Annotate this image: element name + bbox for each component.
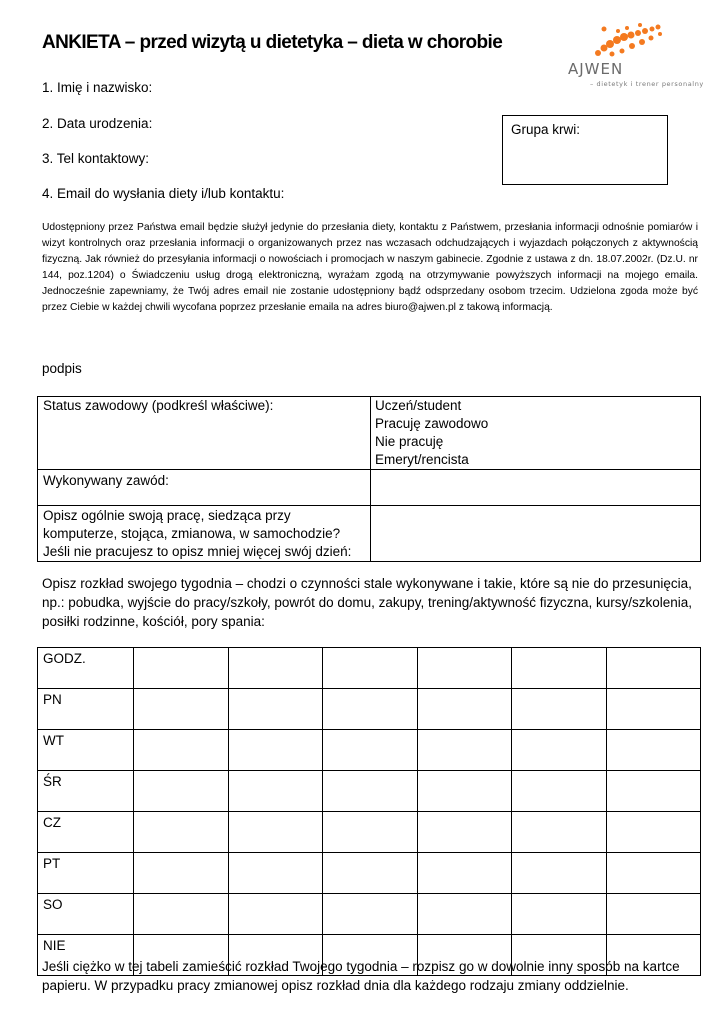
- status-option[interactable]: Uczeń/student: [375, 398, 462, 413]
- week-cell[interactable]: [512, 894, 607, 935]
- week-row-label: PN: [38, 689, 134, 730]
- status-option[interactable]: Nie pracuję: [375, 434, 444, 449]
- status-option[interactable]: Pracuję zawodowo: [375, 416, 489, 431]
- week-cell[interactable]: [323, 771, 418, 812]
- week-row-label: GODZ.: [38, 648, 134, 689]
- week-cell[interactable]: [606, 853, 701, 894]
- logo-dot: [620, 33, 628, 41]
- logo-dot: [638, 23, 642, 27]
- logo-dot: [635, 30, 641, 36]
- week-intro-text: Opisz rozkład swojego tygodnia – chodzi o czynności stale wykonywane i takie, które są nie do przesunięcia, np.: pobudka, wyjście do pracy/szkoły, powrót do domu, zakupy, trening/aktywność fizyczna, kursy/szkolenia, posiłki rodzinne, kościół, pory spania:: [42, 576, 693, 629]
- logo-dot: [658, 32, 662, 36]
- week-cell[interactable]: [417, 648, 512, 689]
- week-cell[interactable]: [512, 771, 607, 812]
- week-row-label: PT: [38, 853, 134, 894]
- week-cell[interactable]: [134, 894, 229, 935]
- blood-group-box[interactable]: [502, 115, 668, 185]
- logo-dot: [642, 28, 648, 34]
- blood-group-label: Grupa krwi:: [511, 122, 581, 137]
- logo-dot: [616, 29, 620, 33]
- week-cell[interactable]: [417, 730, 512, 771]
- week-cell[interactable]: [512, 853, 607, 894]
- page-title: ANKIETA – przed wizytą u dietetyka – dieta w chorobie: [42, 32, 503, 53]
- week-cell[interactable]: [134, 812, 229, 853]
- week-row-label: NIE: [38, 935, 134, 976]
- logo-dot: [606, 40, 614, 48]
- week-row: [38, 894, 701, 935]
- week-cell[interactable]: [606, 812, 701, 853]
- logo-dot: [613, 36, 621, 44]
- week-cell[interactable]: [417, 894, 512, 935]
- week-cell[interactable]: [228, 771, 323, 812]
- status-table: [37, 396, 701, 562]
- week-row-label: ŚR: [38, 771, 134, 812]
- week-note-text: Jeśli ciężko w tej tabeli zamieścić rozkład Twojego tygodnia – rozpisz go w dowolnie inny sposób na kartce papieru. W przypadku pracy zmianowej opisz rozkład dnia dla każdego rodzaju zmiany oddzielnie.: [42, 959, 680, 993]
- week-cell[interactable]: [228, 730, 323, 771]
- occupation-label: Wykonywany zawód:: [38, 470, 371, 506]
- logo-dot: [610, 52, 615, 57]
- phone-field-label: 3. Tel kontaktowy:: [42, 151, 150, 166]
- logo-tagline: – dietetyk i trener personalny: [590, 80, 704, 88]
- week-cell[interactable]: [134, 689, 229, 730]
- ajwen-logo: [560, 20, 710, 95]
- week-cell[interactable]: [512, 689, 607, 730]
- week-row-label: WT: [38, 730, 134, 771]
- logo-dot: [650, 27, 655, 32]
- week-cell[interactable]: [134, 648, 229, 689]
- week-cell[interactable]: [228, 648, 323, 689]
- week-cell[interactable]: [323, 689, 418, 730]
- week-row: [38, 853, 701, 894]
- week-row: [38, 730, 701, 771]
- logo-dot: [649, 36, 654, 41]
- week-cell[interactable]: [417, 689, 512, 730]
- week-cell[interactable]: [512, 730, 607, 771]
- logo-dot: [620, 49, 625, 54]
- week-row: [38, 771, 701, 812]
- week-schedule-table: [37, 647, 701, 976]
- occupation-input-cell[interactable]: [371, 470, 701, 506]
- week-cell[interactable]: [323, 853, 418, 894]
- week-cell[interactable]: [323, 894, 418, 935]
- week-cell[interactable]: [606, 689, 701, 730]
- email-field-label: 4. Email do wysłania diety i/lub kontaktu:: [42, 186, 285, 201]
- week-row-label: CZ: [38, 812, 134, 853]
- logo-dot: [656, 25, 661, 30]
- status-label: Status zawodowy (podkreśl właściwe):: [38, 397, 371, 470]
- logo-dot: [628, 32, 635, 39]
- week-cell[interactable]: [228, 812, 323, 853]
- logo-dots-icon: [560, 20, 710, 65]
- week-cell[interactable]: [417, 853, 512, 894]
- week-cell[interactable]: [417, 812, 512, 853]
- week-cell[interactable]: [606, 894, 701, 935]
- week-row: [38, 648, 701, 689]
- work-description-input-cell[interactable]: [371, 506, 701, 562]
- week-cell[interactable]: [323, 812, 418, 853]
- week-row: [38, 689, 701, 730]
- logo-name: AJWEN: [568, 60, 624, 78]
- week-cell[interactable]: [323, 730, 418, 771]
- week-cell[interactable]: [606, 730, 701, 771]
- week-row: [38, 812, 701, 853]
- consent-notice: Udostępniony przez Państwa email będzie służył jedynie do przesłania diety, kontaktu z Państwem, przesłania informacji odnośnie pomiarów i wizyt kontrolnych oraz przesłania informacji o organizowanych przez nas wczasach odchudzających i wyjazdach połączonych z aktywnością fizyczną. Jak również do przesyłania informacji o nowościach i promocjach w naszym gabinecie. Zgodnie z ustawa z dn. 18.07.2002r. (Dz.U. nr 144, poz.1204) o Świadczeniu usług drogą elektroniczną, wyrażam zgodą na otrzymywanie powyższych informacji na mojego emaila. Jednocześnie zapewniamy, że Twój adres email nie zostanie udostępniony bądź odsprzedany osobom trzecim. Udzielona zgoda może być przez Ciebie w każdej chwili wycofana poprzez przesłanie emaila na adres biuro@ajwen.pl z takową informacją.: [42, 222, 698, 313]
- week-cell[interactable]: [228, 689, 323, 730]
- logo-dot: [602, 27, 607, 32]
- week-cell[interactable]: [134, 853, 229, 894]
- week-cell[interactable]: [512, 648, 607, 689]
- week-cell[interactable]: [134, 771, 229, 812]
- week-cell[interactable]: [417, 771, 512, 812]
- logo-dot: [595, 50, 601, 56]
- birth-date-field-label: 2. Data urodzenia:: [42, 116, 153, 131]
- status-option[interactable]: Emeryt/rencista: [375, 452, 469, 467]
- week-cell[interactable]: [228, 853, 323, 894]
- week-row-label: SO: [38, 894, 134, 935]
- week-cell[interactable]: [323, 648, 418, 689]
- week-cell[interactable]: [606, 648, 701, 689]
- logo-dot: [639, 39, 645, 45]
- work-description-label: Opisz ogólnie swoją pracę, siedząca przy komputerze, stojąca, zmianowa, w samochodzie? Jeśli nie pracujesz to opisz mniej więcej swój dzień:: [38, 506, 371, 562]
- week-cell[interactable]: [134, 730, 229, 771]
- week-cell[interactable]: [512, 812, 607, 853]
- status-options-cell[interactable]: [371, 397, 701, 470]
- week-cell[interactable]: [606, 771, 701, 812]
- logo-dot: [629, 43, 635, 49]
- week-cell[interactable]: [228, 894, 323, 935]
- logo-dot: [625, 26, 629, 30]
- name-field-label: 1. Imię i nazwisko:: [42, 80, 153, 95]
- signature-label: podpis: [42, 361, 82, 376]
